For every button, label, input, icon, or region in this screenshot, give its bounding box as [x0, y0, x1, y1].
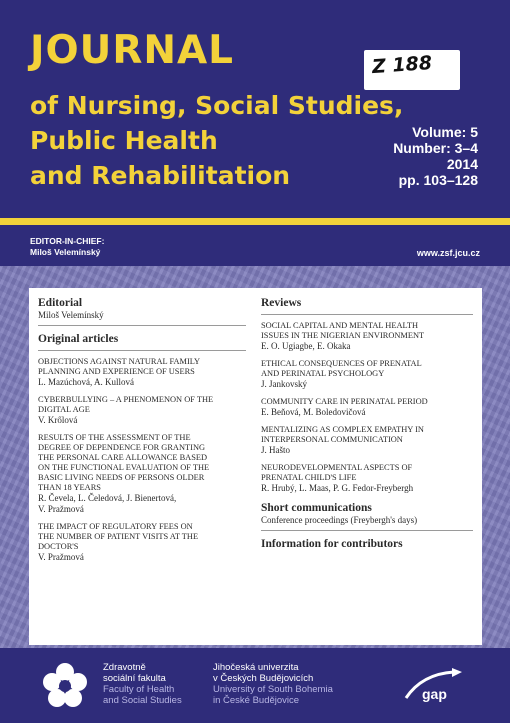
article-entry[interactable]: [38, 357, 246, 388]
gap-logo-icon: [402, 668, 472, 706]
university-name-cz: v Českých Budějovicích: [213, 673, 314, 684]
article-title: OBJECTIONS AGAINST NATURAL FAMILY PLANNING AND EXPERIENCE OF USERS: [38, 357, 201, 376]
article-entry[interactable]: [38, 522, 246, 563]
information-heading: Information for contributors: [261, 538, 403, 550]
journal-subtitle: [30, 88, 403, 193]
section-divider: [38, 325, 246, 326]
review-entry[interactable]: [261, 359, 473, 390]
article-authors: L. Mazúchová, A. Kullová: [38, 377, 134, 387]
university-name-en: in České Budějovice: [213, 695, 300, 706]
faculty-name-en: Faculty of Health: [103, 684, 175, 695]
issue-pages: pp. 103–128: [398, 172, 478, 188]
review-entry[interactable]: [261, 397, 473, 418]
editorial-heading: Editorial: [38, 297, 83, 309]
contents-left-column: [38, 296, 246, 570]
section-divider: [261, 530, 473, 531]
review-authors: R. Hrubý, L. Maas, P. G. Fedor-Freybergh: [261, 483, 414, 493]
editor-block: [30, 236, 104, 258]
article-entry[interactable]: [38, 395, 246, 426]
short-communications-heading: Short communications: [261, 502, 372, 514]
original-articles-heading: Original articles: [38, 333, 119, 345]
university-name-cz: Jihočeská univerzita: [213, 662, 299, 673]
handwritten-note: Z 188: [371, 51, 433, 79]
review-authors: E. O. Ugiagbe, E. Okaka: [261, 341, 351, 351]
issue-year: 2014: [446, 156, 478, 172]
issue-volume: Volume: 5: [412, 124, 478, 140]
short-communications-subtitle: Conference proceedings (Freybergh's days): [261, 515, 418, 525]
faculty-name-en: and Social Studies: [103, 695, 182, 706]
review-title: COMMUNITY CARE IN PERINATAL PERIOD: [261, 397, 428, 406]
yellow-divider-band: [0, 218, 510, 225]
review-entry[interactable]: [261, 425, 473, 456]
editor-name: Miloš Velemínský: [30, 247, 101, 257]
contents-panel: [29, 288, 482, 645]
flower-logo-icon: [40, 661, 90, 711]
article-title: RESULTS OF THE ASSESSMENT OF THE DEGREE OF DEPENDENCE FOR GRANTING THE PERSONAL CARE ALLOWANCE BASED ON THE FUNCTIONAL EVALUATION OF THE BASIC LIVING NEEDS OF PERSONS OLDER THAN 18 YEARS: [38, 433, 210, 492]
subtitle-line: and Rehabilitation: [30, 161, 291, 190]
gap-logo-text: gap: [422, 686, 447, 702]
university-name-en: University of South Bohemia: [213, 684, 333, 695]
reviews-heading: Reviews: [261, 297, 302, 309]
review-authors: J. Hašto: [261, 445, 290, 455]
article-authors: V. Pražmová: [38, 552, 84, 562]
faculty-name-cz: Zdravotně: [103, 662, 146, 673]
university-name: [213, 662, 333, 706]
article-title: CYBERBULLYING – A PHENOMENON OF THE DIGITAL AGE: [38, 395, 214, 414]
review-authors: E. Beňová, M. Boledovičová: [261, 407, 366, 417]
editorial-author: Miloš Velemínský: [38, 310, 104, 320]
journal-title: JOURNAL: [30, 28, 235, 73]
review-entry[interactable]: [261, 463, 473, 494]
article-title: THE IMPACT OF REGULATORY FEES ON THE NUMBER OF PATIENT VISITS AT THE DOCTOR'S: [38, 522, 199, 551]
review-entry[interactable]: [261, 321, 473, 352]
contents-right-column: [261, 296, 473, 551]
website-link[interactable]: www.zsf.jcu.cz: [416, 248, 480, 258]
review-title: MENTALIZING AS COMPLEX EMPATHY IN INTERPERSONAL COMMUNICATION: [261, 425, 424, 444]
subtitle-line: Public Health: [30, 126, 218, 155]
section-divider: [38, 350, 246, 351]
review-authors: J. Jankovský: [261, 379, 308, 389]
article-entry[interactable]: [38, 433, 246, 515]
section-divider: [261, 314, 473, 315]
review-title: NEURODEVELOPMENTAL ASPECTS OF PRENATAL CHILD'S LIFE: [261, 463, 413, 482]
review-title: SOCIAL CAPITAL AND MENTAL HEALTH ISSUES IN THE NIGERIAN ENVIRONMENT: [261, 321, 425, 340]
issue-number: Number: 3–4: [393, 140, 478, 156]
article-authors: R. Čevela, L. Čeledová, J. Bienertová, V. Pražmová: [38, 493, 177, 514]
issue-info: [393, 124, 478, 188]
review-title: ETHICAL CONSEQUENCES OF PRENATAL AND PERINATAL PSYCHOLOGY: [261, 359, 422, 378]
article-authors: V. Krőlová: [38, 415, 78, 425]
subtitle-line: of Nursing, Social Studies,: [30, 91, 404, 120]
faculty-name: [103, 662, 182, 706]
editor-label: EDITOR-IN-CHIEF:: [30, 236, 105, 246]
faculty-name-cz: sociální fakulta: [103, 673, 166, 684]
